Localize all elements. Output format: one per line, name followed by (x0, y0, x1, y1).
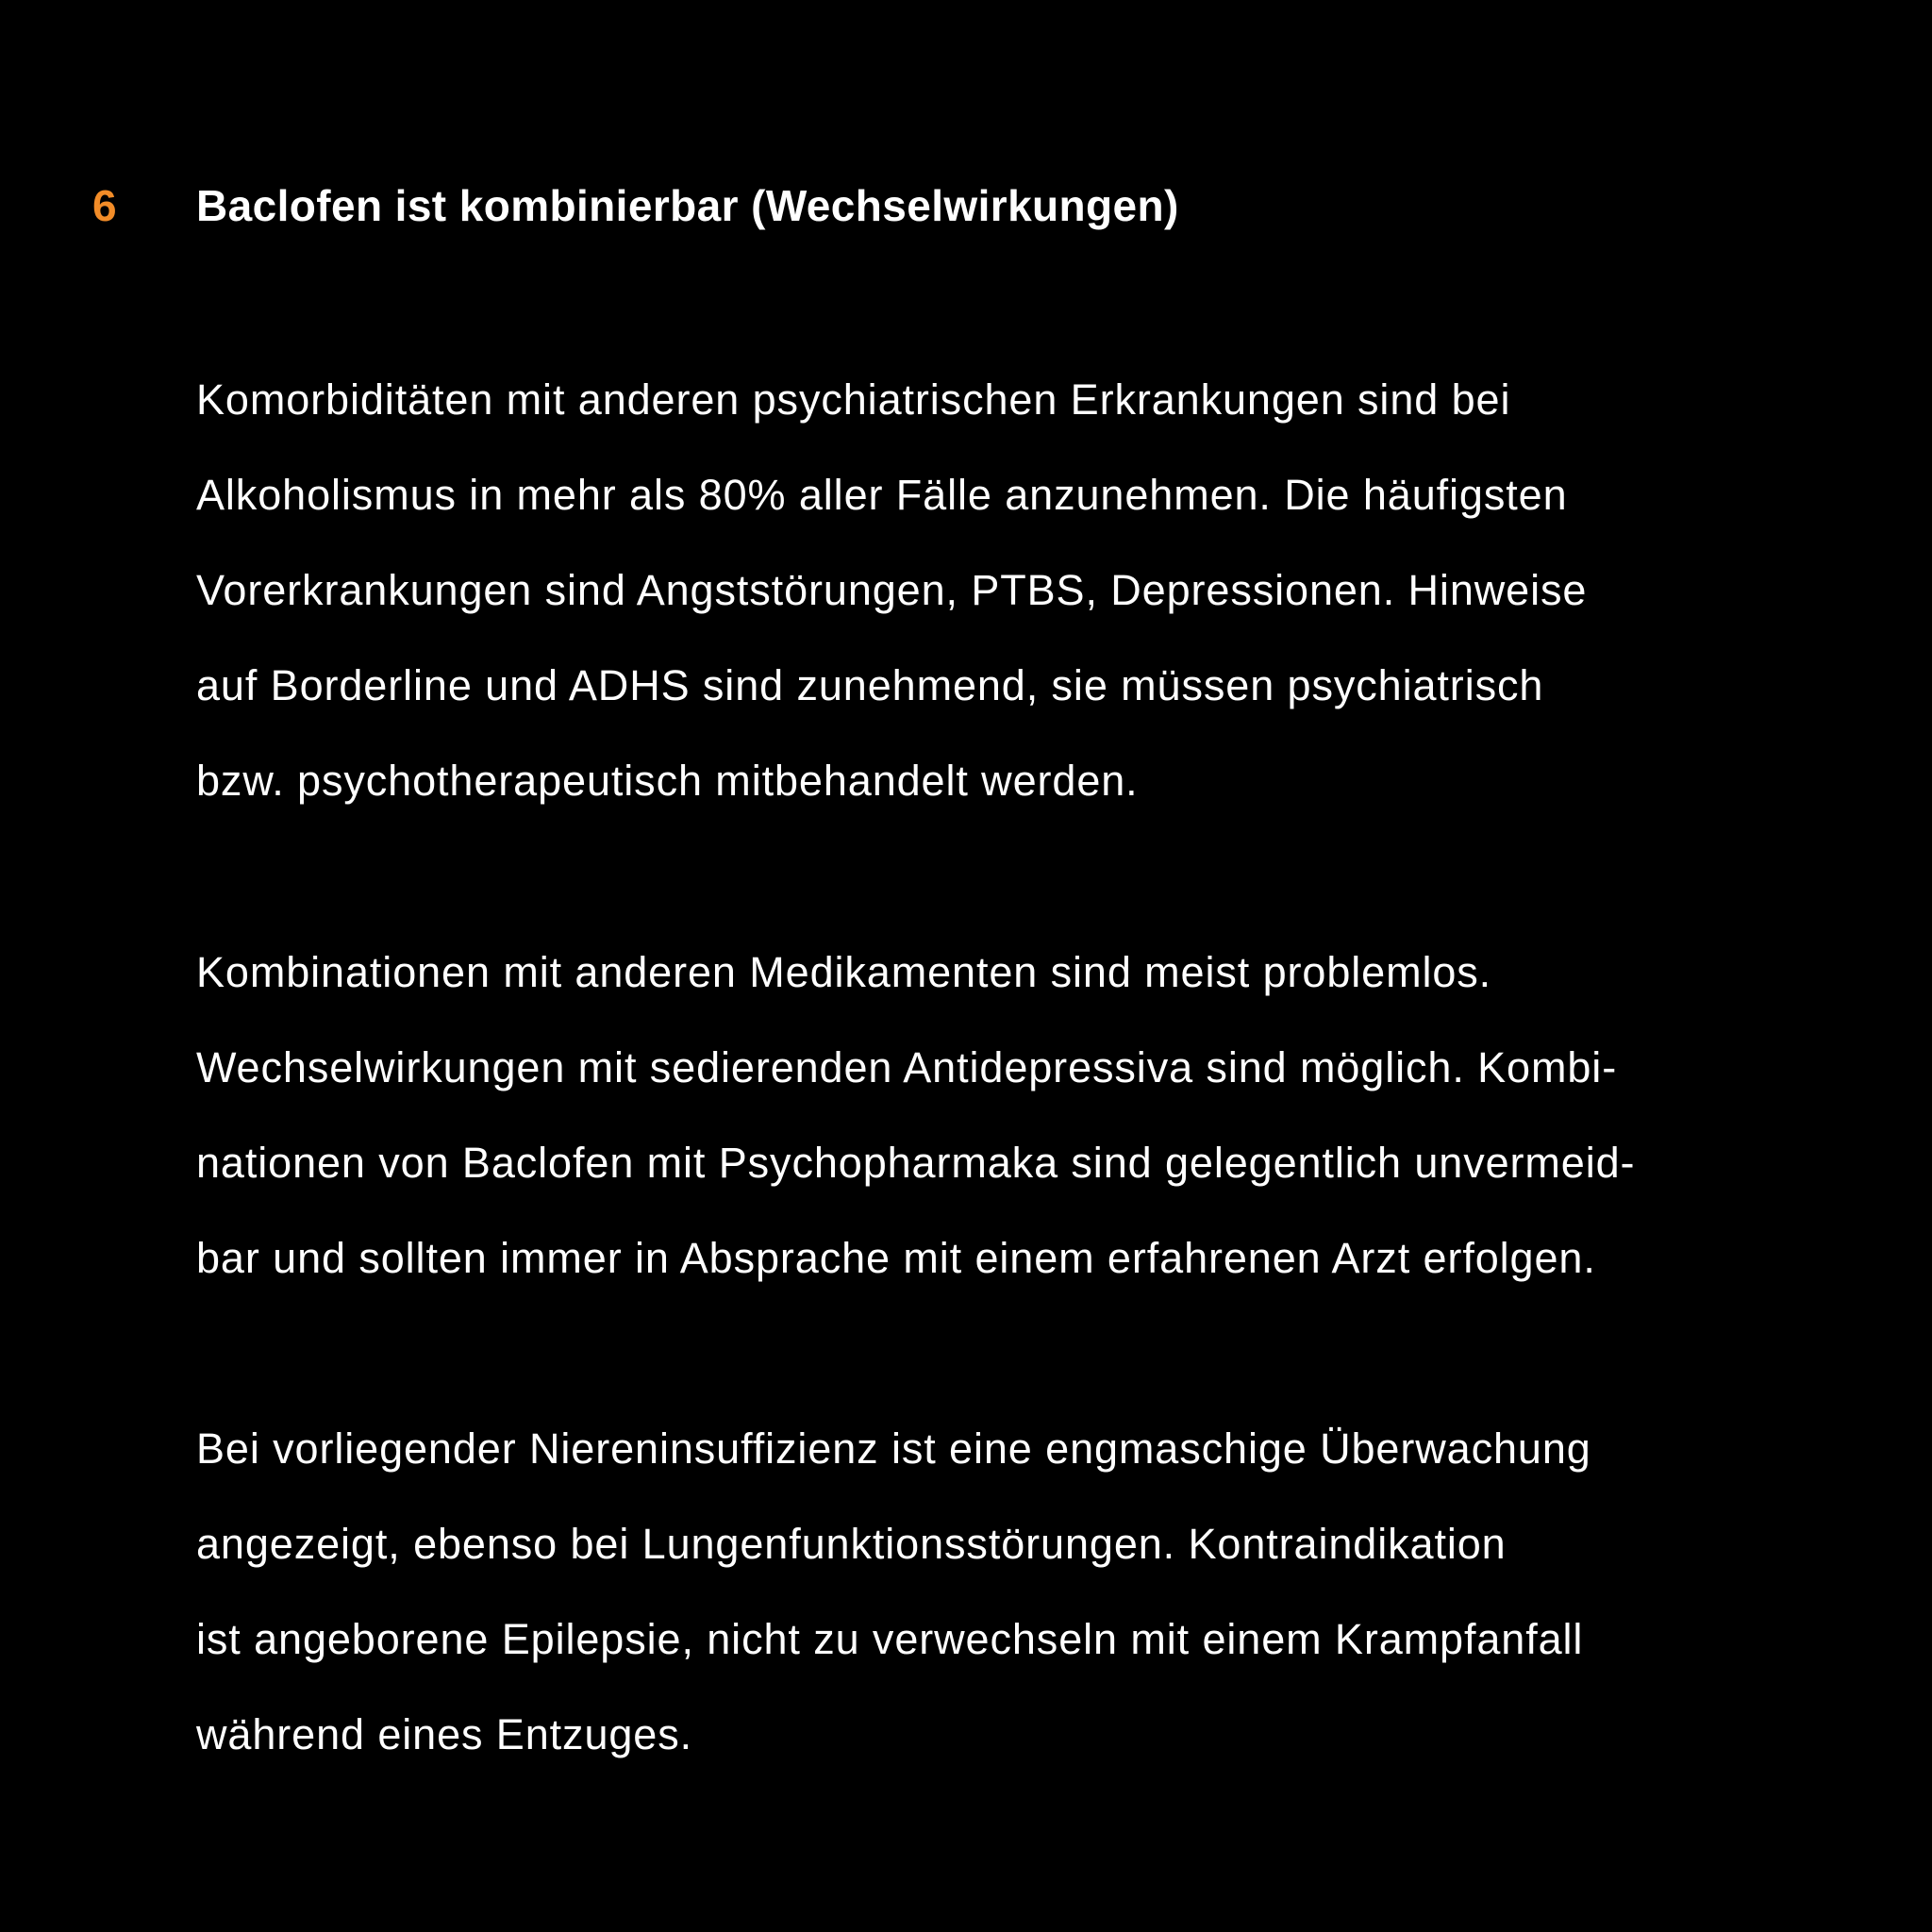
text-line: angezeigt, ebenso bei Lungenfunktionsstörungen. Kontraindikation (196, 1520, 1507, 1568)
text-line: während eines Entzuges. (196, 1710, 693, 1758)
text-line: Komorbiditäten mit anderen psychiatrischen Erkrankungen sind bei (196, 375, 1511, 424)
text-line: Alkoholismus in mehr als 80% aller Fälle anzunehmen. Die häufigsten (196, 471, 1568, 519)
text-line: ist angeborene Epilepsie, nicht zu verwechseln mit einem Krampfanfall (196, 1615, 1584, 1663)
paragraph-contraindications (196, 1401, 1894, 1782)
text-line: Bei vorliegender Niereninsuffizienz ist eine engmaschige Überwachung (196, 1424, 1591, 1473)
text-line: auf Borderline und ADHS sind zunehmend, sie müssen psychiatrisch (196, 661, 1544, 709)
section-title: Baclofen ist kombinierbar (Wechselwirkungen) (196, 181, 1179, 230)
text-line: Wechselwirkungen mit sedierenden Antidepressiva sind möglich. Kombi- (196, 1043, 1618, 1091)
text-line: bar und sollten immer in Absprache mit einem erfahrenen Arzt erfolgen. (196, 1234, 1596, 1282)
text-line: nationen von Baclofen mit Psychopharmaka sind gelegentlich unvermeid- (196, 1139, 1636, 1187)
section-number: 6 (92, 181, 117, 230)
text-line: Vorerkrankungen sind Angststörungen, PTBS, Depressionen. Hinweise (196, 566, 1588, 614)
paragraph-comorbidities (196, 352, 1894, 828)
paragraph-combinations (196, 924, 1894, 1306)
text-line: Kombinationen mit anderen Medikamenten sind meist problemlos. (196, 948, 1492, 996)
text-line: bzw. psychotherapeutisch mitbehandelt werden. (196, 757, 1139, 805)
